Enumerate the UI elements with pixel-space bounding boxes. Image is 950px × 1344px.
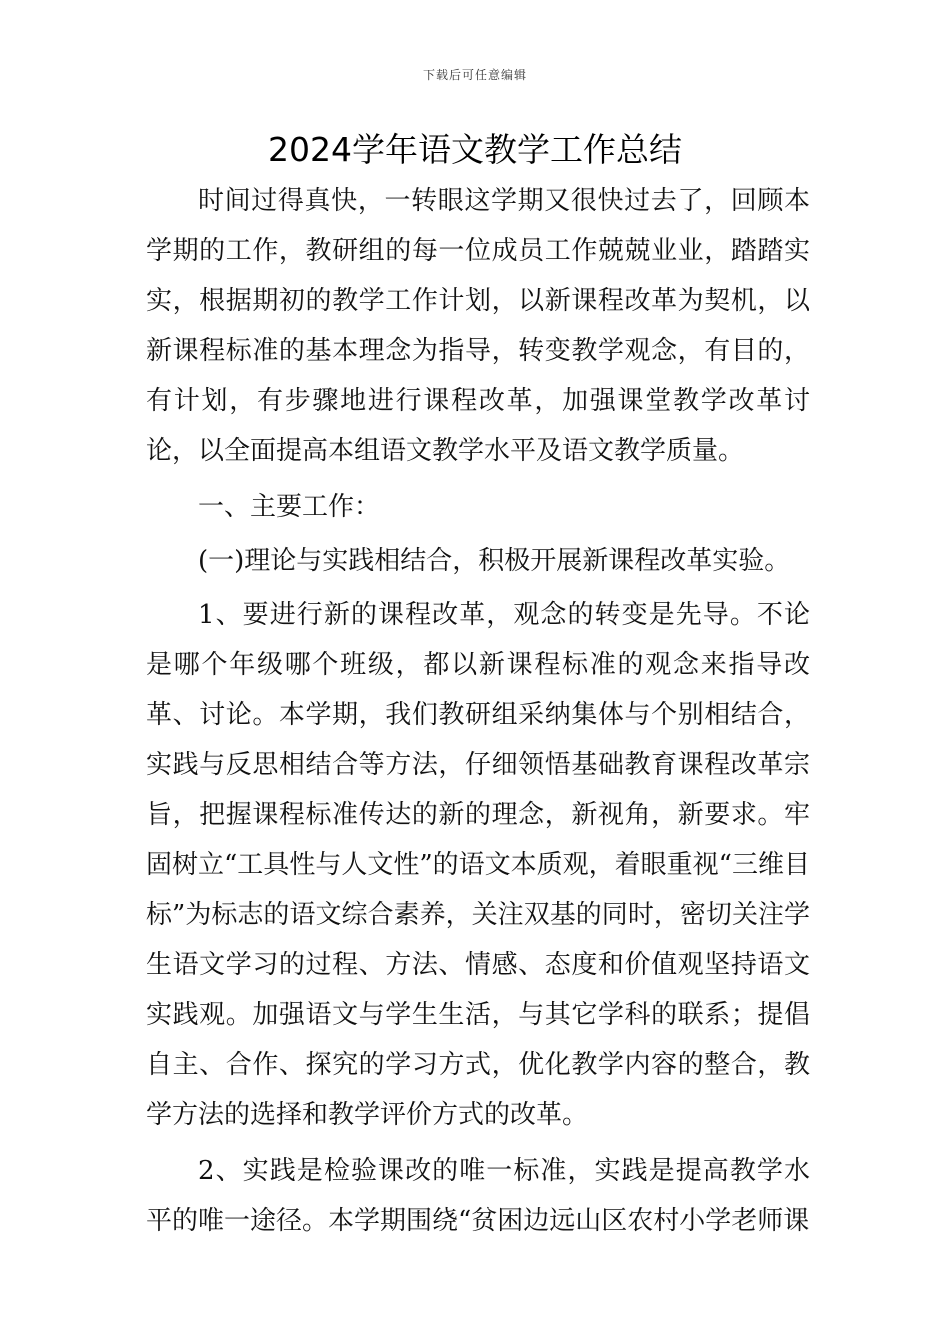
paragraph-intro: 时间过得真快，一转眼这学期又很快过去了，回顾本学期的工作，教研组的每一位成员工作兢兢业业，踏踏实实，根据期初的教学工作计划，以新课程改革为契机，以新课程标准的基本理念为指导，转变教学观念，有目的，有计划，有步骤地进行课程改革，加强课堂教学改革讨论，以全面提高本组语文教学水平及语文教学质量。 bbox=[146, 186, 810, 466]
header-note: 下载后可任意编辑 bbox=[422, 68, 527, 82]
paragraph-item-2: 2、实践是检验课改的唯一标准，实践是提高教学水平的唯一途径。本学期围绕“贫困边远山区农村小学老师课 bbox=[146, 1156, 810, 1236]
document-body bbox=[146, 176, 810, 1250]
document-title: 2024学年语文教学工作总结 bbox=[268, 130, 682, 169]
paragraph-item-1: 1、要进行新的课程改革，观念的转变是先导。不论是哪个年级哪个班级，都以新课程标准的观念来指导改革、讨论。本学期，我们教研组采纳集体与个别相结合，实践与反思相结合等方法，仔细领悟基础教育课程改革宗旨，把握课程标准传达的新的理念，新视角，新要求。牢固树立“工具性与人文性”的语文本质观，着眼重视“三维目标”为标志的语文综合素养，关注双基的同时，密切关注学生语文学习的过程、方法、情感、态度和价值观坚持语文实践观。加强语文与学生生活，与其它学科的联系；提倡自主、合作、探究的学习方式，优化教学内容的整合，教学方法的选择和教学评价方式的改革。 bbox=[146, 600, 810, 1130]
paragraph-subheading: (一)理论与实践相结合，积极开展新课程改革实验。 bbox=[198, 546, 791, 576]
paragraph-section-heading: 一、主要工作： bbox=[198, 492, 381, 522]
